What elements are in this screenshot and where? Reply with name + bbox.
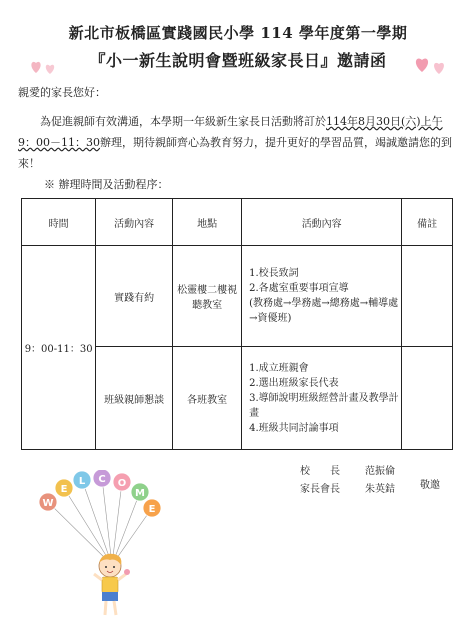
content-cell [242,347,402,450]
header-content: 活動內容 [242,199,402,246]
heart-left-icon [30,58,64,76]
content-item: 3.導師說明班級經營計畫及教學計畫 [249,392,399,419]
content-item: 2.各處室重要事項宣導 [249,283,349,294]
pta-name: 朱英銡 [365,484,395,495]
header-remarks: 備註 [402,199,453,246]
balloon-letter: W [42,498,54,509]
content-item: 1.成立班親會 [249,362,309,374]
child-icon [94,554,130,615]
location-cell: 松靈樓二樓視聽教室 [173,246,242,347]
pta-title: 家長會長 [300,484,340,495]
schedule-table [21,198,453,450]
balloon-letter: C [98,474,106,485]
invitation-title-line1: 新北市板橋區實踐國民小學 114 學年度第一學期 [68,24,408,42]
table-header-row [22,199,453,246]
remarks-cell [402,246,453,347]
balloon-letter: O [117,478,127,489]
welcome-balloon-illustration [30,470,180,620]
activity-cell: 班級親師懇談 [96,347,173,450]
balloon-letter: L [78,476,86,487]
header-location: 地點 [173,199,242,246]
content-cell [242,246,402,347]
heart-right-icon [412,52,450,76]
header-activity: 活動內容 [96,199,173,246]
balloon-letter: M [135,488,145,499]
balloon-letter: E [60,484,68,495]
principal-name: 范振倫 [365,466,395,477]
letter-body-part1: 為促進親師有效溝通，本學期一年級新生家長日活動將訂於 [40,115,326,128]
closing-text: 敬邀 [420,480,440,491]
letter-body [18,111,456,174]
time-cell: 9：00-11：30 [22,246,96,450]
location-cell: 各班教室 [173,347,242,450]
letter-greeting: 親愛的家長您好： [18,86,106,99]
content-item: 4.班級共同討論事項 [249,422,339,434]
content-item: (教務處→學務處→總務處→輔導處→資優班) [249,298,399,324]
table-row [22,246,453,347]
invitation-title-line2: 『小一新生說明會暨班級家長日』邀請函 [89,51,387,70]
header-time: 時間 [22,199,96,246]
balloon-letter: E [148,504,156,515]
letter-body-part2: 辦理，期待親師齊心為教育努力，提升更好的學習品質，竭誠邀請您的到來！ [18,136,452,170]
content-item: 1.校長致詞 [249,268,299,279]
remarks-cell [402,347,453,450]
schedule-note: ※ 辦理時間及活動程序： [44,178,169,191]
principal-title: 校 長 [300,466,340,477]
content-item: 2.選出班級家長代表 [249,377,339,389]
event-date-highlight: 114年8月30日(六)上午9：00－11：30 [18,115,443,149]
activity-cell: 實踐有約 [96,246,173,347]
